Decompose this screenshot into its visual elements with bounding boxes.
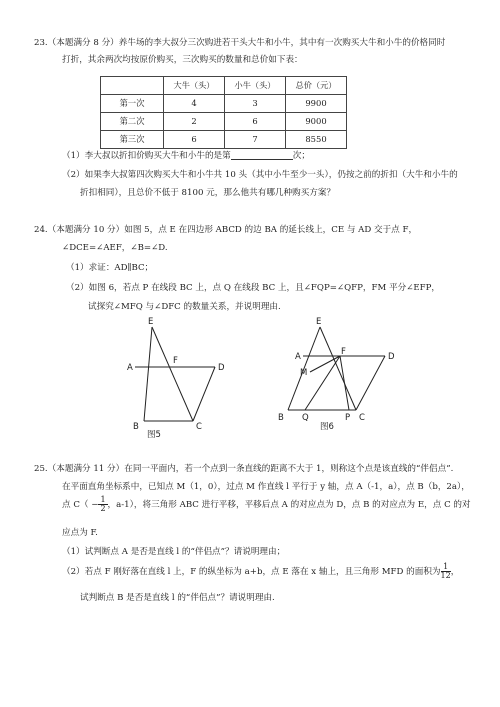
fraction-numerator: 1 bbox=[100, 495, 106, 504]
segment-FM bbox=[310, 356, 340, 372]
label-F: F bbox=[173, 356, 178, 366]
figure-6 bbox=[270, 316, 410, 441]
table-row bbox=[101, 95, 347, 113]
q23-part2-line1: （2）如果李大叔第四次购买大牛和小牛共 10 头（其中小牛至少一头），仍按之前的折扣（大牛和小牛的 bbox=[62, 170, 458, 180]
table-header-row bbox=[101, 77, 347, 95]
segment-EB bbox=[144, 327, 152, 421]
segment-DC bbox=[356, 356, 385, 410]
segment-EC bbox=[320, 327, 356, 410]
label-C: C bbox=[359, 413, 365, 423]
label-B: B bbox=[133, 422, 139, 432]
label-A: A bbox=[295, 352, 301, 362]
figure-6-caption: 图6 bbox=[320, 422, 334, 432]
label-B: B bbox=[278, 413, 284, 423]
table-cell: 第一次 bbox=[101, 95, 164, 113]
table-cell: 2 bbox=[164, 113, 225, 131]
q23-table bbox=[100, 76, 347, 149]
q25-line1: 25.（本题满分 11 分）在同一平面内，若一个点到一条直线的距离不大于 1，则称这个点是该直线的“伴侣点”. bbox=[34, 464, 454, 474]
label-P: P bbox=[345, 413, 351, 423]
label-D: D bbox=[388, 352, 395, 362]
q25-line3-end: ，a-1），将三角形 ABC 进行平移，平移后点 A 的对应点为 D，点 B 的对应点为 E，点 C 的对 bbox=[107, 500, 471, 510]
q23-part2-line2: 折扣相同），且总价不低于 8100 元，那么他共有哪几种购买方案？ bbox=[80, 188, 336, 198]
segment-FQ bbox=[305, 356, 340, 410]
table-header-cell bbox=[101, 77, 164, 95]
figure-5 bbox=[118, 316, 238, 441]
table-cell: 4 bbox=[164, 95, 225, 113]
answer-blank bbox=[231, 150, 293, 160]
fraction-denominator: 12 bbox=[440, 571, 451, 580]
q25-line3 bbox=[62, 496, 471, 513]
q25-line3-start: 点 C（ − bbox=[62, 500, 99, 510]
fraction-one-twelfth bbox=[441, 563, 451, 580]
table-cell: 3 bbox=[225, 95, 286, 113]
q25-part2-text: （2）若点 F 刚好落在直线 l 上，F 的纵坐标为 a+b，点 E 落在 x 轴上，且三角形 MFD 的面积为 bbox=[62, 567, 441, 577]
q23-part1 bbox=[62, 150, 310, 161]
fraction-denominator: 2 bbox=[100, 504, 106, 513]
table-cell: 6 bbox=[225, 113, 286, 131]
figure-5-caption: 图5 bbox=[147, 430, 161, 440]
q24-line1: 24.（本题满分 10 分）如图 5，点 E 在四边形 ABCD 的边 BA 的延长线上，CE 与 AD 交于点 F， bbox=[34, 225, 418, 235]
segment-DC bbox=[193, 367, 215, 421]
table-cell: 第二次 bbox=[101, 113, 164, 131]
segment-FP bbox=[340, 356, 349, 410]
table-cell: 9900 bbox=[286, 95, 347, 113]
table-cell: 8550 bbox=[286, 131, 347, 149]
q23-line2: 打折，其余两次均按原价购买，三次购买的数量和总价如下表： bbox=[62, 55, 303, 65]
q25-part2-comma: ， bbox=[450, 567, 460, 577]
table-cell: 6 bbox=[164, 131, 225, 149]
q24-part2-line1: （2）如图 6，若点 P 在线段 BC 上，点 Q 在线段 BC 上，且∠FQP=∠QFP，FM 平分∠EFP， bbox=[66, 283, 441, 293]
fraction-numerator: 1 bbox=[441, 563, 451, 572]
label-D: D bbox=[218, 363, 225, 373]
table-cell: 9000 bbox=[286, 113, 347, 131]
table-header-cell: 大牛（头） bbox=[164, 77, 225, 95]
q25-line2: 在平面直角坐标系中，已知点 M（1，0），过点 M 作直线 l 平行于 y 轴，点 A（-1，a），点 B（b，2a）， bbox=[62, 482, 470, 492]
label-E: E bbox=[148, 317, 154, 327]
table-header-cell: 小牛（头） bbox=[225, 77, 286, 95]
q24-part2-line2: 试探究∠MFQ 与∠DFC 的数量关系，并说明理由. bbox=[88, 302, 281, 312]
q25-part1: （1）试判断点 A 是否是直线 l 的“伴侣点”？请说明理由； bbox=[62, 547, 286, 557]
q25-part2-line2: 试判断点 B 是否是直线 l 的“伴侣点”？请说明理由. bbox=[80, 593, 275, 603]
label-C: C bbox=[196, 422, 202, 432]
label-A: A bbox=[127, 363, 133, 373]
label-M: M bbox=[300, 368, 308, 378]
table-header-cell: 总价（元） bbox=[286, 77, 347, 95]
q25-part2-line1 bbox=[62, 563, 459, 580]
table-cell: 7 bbox=[225, 131, 286, 149]
q24-part1: （1）求证：AD∥BC； bbox=[66, 263, 154, 273]
q23-part1-text: （1）李大叔以折扣价购买大牛和小牛的是第 bbox=[62, 151, 231, 161]
table-cell: 第三次 bbox=[101, 131, 164, 149]
label-F: F bbox=[341, 347, 346, 357]
fraction-one-half bbox=[98, 496, 107, 513]
table-row bbox=[101, 113, 347, 131]
q23-line1: 23.（本题满分 8 分）养牛场的李大叔分三次购进若干头大牛和小牛，其中有一次购买大牛和小牛的价格同时 bbox=[34, 38, 446, 48]
label-Q: Q bbox=[302, 413, 309, 423]
q23-part1-end: 次； bbox=[292, 151, 310, 161]
table-row bbox=[101, 131, 347, 149]
q25-line4: 应点为 F. bbox=[62, 528, 98, 538]
label-E: E bbox=[316, 317, 322, 327]
segment-EC bbox=[152, 327, 193, 421]
q24-line2: ∠DCE=∠AEF，∠B=∠D. bbox=[62, 243, 168, 253]
